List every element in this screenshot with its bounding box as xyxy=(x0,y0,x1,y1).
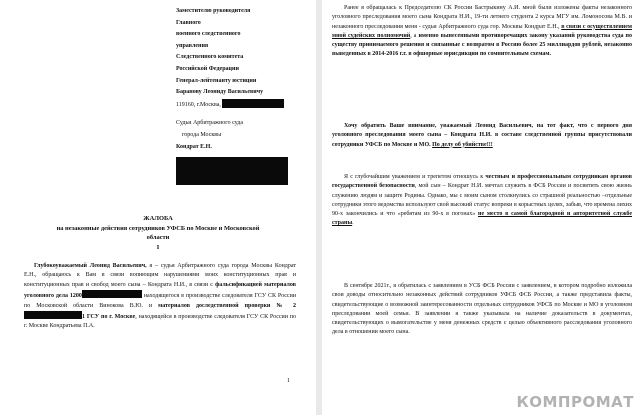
addressee-line: Российской Федерации xyxy=(176,65,239,72)
letter-page-1 xyxy=(0,0,316,415)
address-line xyxy=(176,99,314,112)
body-bold: материалов доследственной проверки № 2 xyxy=(158,302,296,309)
redaction-bar xyxy=(176,157,288,185)
paragraph-text: Ранее я обращалась к Председателю СК России Бастрыкину А.И. мной были изложены факты незаконного уголовного преследования моего сына Кондрата Н.И., 19-ти летнего студента 2 курса МГУ им. Ломоносова М.В. и незаконного преследования меня - судьи Арбитражного суда гор. Москвы Кондрат Е.Н., xyxy=(332,5,632,30)
letter-page-2 xyxy=(322,0,640,415)
paragraph-bold: в связи с осуществлением мной судейских полномочий xyxy=(332,23,632,39)
addressee-line: Баранову Леониду Васильевичу xyxy=(176,89,264,96)
addressee-line: управления xyxy=(176,42,209,49)
redaction-bar xyxy=(24,311,82,319)
paragraph-text: . xyxy=(352,220,354,227)
address-text: 119160, г.Москва, xyxy=(176,101,221,108)
redaction-bar xyxy=(222,99,284,108)
paragraph-bold: именно вынесенными противоречащих закону указаний руководства суда по существу принимаемого решения и связанные с возвратом в Россию более 25 миллиардов рублей, незаконно выведенных в 2014-2016 г.г. в офшорные юрисдикции по сомнительным схемам. xyxy=(332,32,632,58)
sender-line: города Москвы xyxy=(182,131,222,138)
sender-line: Кондрат Е.Н. xyxy=(176,143,212,150)
paragraph-text: В сентябре 2021г., я обратилась с заявлением в УСБ ФСБ России с заявлением, в котором подробно изложила свои доводы относительно незаконных действий сотрудников УФСБ ФСБ России, а также представила факты, свидетельствующие о возможной заинтересованности отдельных сотрудников УФСБ по Москве и МО в уголовном преследовании моей семьи. В заявлении я также указывала на наличие доказательств в документах, свидетельствующих о вымогательстве у меня денежных средств с целью объективного расследования уголовного дела в отношении моего сына. xyxy=(332,283,632,336)
case-number: 1200 xyxy=(69,293,82,300)
complaint-body xyxy=(24,262,296,332)
addressee-line: военного следственного xyxy=(176,31,241,38)
sender-line: Судьи Арбитражного суда xyxy=(176,120,244,127)
watermark-text: КОМПРОМАТ xyxy=(516,393,634,411)
addressee-block xyxy=(176,6,314,191)
complaint-title xyxy=(0,214,316,252)
paragraph-text: Я с глубочайшим уважением и трепетом отношусь к xyxy=(344,174,486,180)
paragraph-bold: честным и профессиональным сотрудникам органов государственной безопасности xyxy=(332,174,632,190)
title-subject-end: области xyxy=(146,234,170,241)
addressee-line: Генерал-лейтенанту юстиции xyxy=(176,77,257,84)
addressee-line: Следственного комитета xyxy=(176,54,244,61)
page-number: 1 xyxy=(287,378,290,384)
paragraph-bold: не место в самой благородной и авторитетной службе страны xyxy=(332,211,632,227)
greeting: Глубокоуважаемый Леонид Васильевич, xyxy=(34,263,147,269)
body-text: находящегося в производстве следователя ГСУ СК России по Московской области Винокова В.Ю. и xyxy=(24,293,297,309)
paragraph xyxy=(332,122,632,150)
paragraph-bold: Хочу обратить Ваше внимание, уважаемый Леонид Васильевич, на тот факт, что с первого дня уголовного преследования моего сына – Кондрата Н.И. в составе следственной группы присутствовали сотрудники УФСБ по Москве и МО. xyxy=(332,123,632,148)
paragraph-text: , мой сын – Кондрат Н.И. мечтал служить в ФСБ России и посвятить свою жизнь служению людям и защите Родины. Однако, мы с моим сыном столкнулись со страшной реальностью –отдельные сотрудники этого ведомства используют свой высокий статус вопреки в корыстных целях, забыв, что времена лихих 90-х закончились и что «ребятам из 90-х в погонах» xyxy=(332,183,632,218)
addressee-line: Главного xyxy=(176,19,201,26)
body-bold: 1 ГСУ по г. Москве xyxy=(82,314,136,321)
section-number: I xyxy=(156,243,160,251)
paragraph xyxy=(332,173,632,229)
paragraph-underline: По делу об убийстве!!! xyxy=(432,141,493,148)
paragraph-text: , а xyxy=(410,32,419,39)
title-word: ЖАЛОБА xyxy=(143,215,173,222)
body-bold: фальсификацией материалов уголовного дела xyxy=(24,281,296,300)
paragraph xyxy=(332,4,632,60)
addressee-line: Заместителю руководителя xyxy=(176,8,251,14)
title-subject: на незаконные действия сотрудников УФСБ по Москве и Московской xyxy=(56,224,260,232)
redaction-bar xyxy=(82,290,142,298)
body-text: , находящейся в производстве следователя ГСУ СК России по г. Москве Кондратьева П.А. xyxy=(24,314,297,330)
paragraph xyxy=(332,282,632,338)
body-text: я – судья Арбитражного суда города Москвы Кондрат Е.Н., обращаюсь к Вам в связи вопиющим нарушениями моих конституционных прав и конституционных прав и свобод моего сына – Кондрата Н.И., в связи с xyxy=(24,263,296,288)
watermark xyxy=(516,393,634,411)
